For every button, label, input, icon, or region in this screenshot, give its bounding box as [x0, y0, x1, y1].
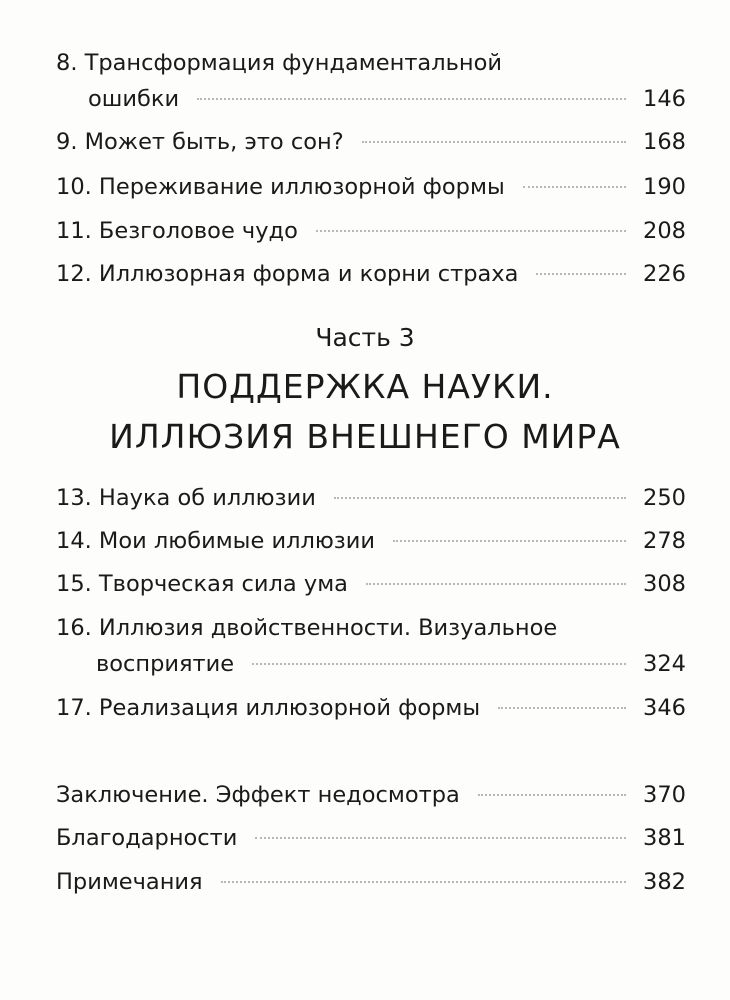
toc-entry-title: 11. Безголовое чудо [56, 218, 298, 244]
toc-entry-line [56, 646, 686, 682]
toc-entry-title: 13. Наука об иллюзии [56, 485, 316, 511]
toc-entry-9 [56, 124, 686, 160]
page-number: 324 [643, 651, 686, 677]
toc-entry-notes [56, 864, 686, 900]
toc-entry-17 [56, 690, 686, 726]
page-number: 346 [643, 695, 686, 721]
toc-entry-title: 17. Реализация иллюзорной формы [56, 695, 481, 721]
dot-leader [478, 793, 626, 796]
toc-entry-line [56, 523, 686, 559]
toc-entry-8 [56, 45, 686, 117]
page-number: 208 [643, 218, 686, 244]
toc-entry-title: Благодарности [56, 825, 238, 851]
toc-entry-line [56, 81, 686, 117]
part-title-line: ПОДДЕРЖКА НАУКИ. [176, 367, 554, 406]
toc-entry-line [56, 169, 686, 205]
page-number: 370 [643, 782, 686, 808]
dot-leader [366, 582, 626, 585]
toc-entry-14 [56, 523, 686, 559]
page-number: 382 [643, 869, 686, 895]
toc-entry-title: 12. Иллюзорная форма и корни страха [56, 261, 519, 287]
dot-leader [498, 706, 626, 709]
part-title [0, 362, 730, 462]
toc-entry-title: 15. Творческая сила ума [56, 571, 348, 597]
page-number: 190 [643, 174, 686, 200]
toc-entry-title: 8. Трансформация фундаментальной [56, 50, 502, 76]
page-number: 168 [643, 129, 686, 155]
toc-entry-title: 10. Переживание иллюзорной формы [56, 174, 505, 200]
toc-entry-title: Заключение. Эффект недосмотра [56, 782, 460, 808]
page-number: 381 [643, 825, 686, 851]
toc-entry-10 [56, 169, 686, 205]
dot-leader [255, 836, 626, 839]
toc-entry-line [56, 864, 686, 900]
toc-entry-line [56, 124, 686, 160]
page-number: 278 [643, 528, 686, 554]
page-number: 146 [643, 86, 686, 112]
toc-entry-line [56, 480, 686, 516]
toc-entry-title-continued: ошибки [88, 86, 180, 112]
dot-leader [334, 496, 626, 499]
part-label: Часть 3 [315, 323, 415, 352]
toc-entry-line [56, 566, 686, 602]
dot-leader [252, 662, 626, 665]
page-number: 226 [643, 261, 686, 287]
dot-leader [316, 229, 626, 232]
dot-leader [197, 97, 626, 100]
dot-leader [393, 539, 626, 542]
dot-leader [536, 272, 626, 275]
dot-leader [221, 880, 626, 883]
toc-entry-line [56, 610, 686, 646]
toc-entry-12 [56, 256, 686, 292]
toc-entry-title: 9. Может быть, это сон? [56, 129, 344, 155]
toc-entry-acknowledgements [56, 820, 686, 856]
toc-entry-title: 16. Иллюзия двойственности. Визуальное [56, 615, 558, 641]
toc-entry-title: 14. Мои любимые иллюзии [56, 528, 375, 554]
toc-entry-line [56, 256, 686, 292]
toc-entry-conclusion [56, 777, 686, 813]
dot-leader [362, 140, 626, 143]
toc-entry-16 [56, 610, 686, 682]
page-number: 308 [643, 571, 686, 597]
dot-leader [523, 185, 626, 188]
toc-entry-line [56, 213, 686, 249]
toc-entry-line [56, 690, 686, 726]
toc-entry-line [56, 820, 686, 856]
part-title-line: ИЛЛЮЗИЯ ВНЕШНЕГО МИРА [109, 417, 621, 456]
page-number: 250 [643, 485, 686, 511]
toc-entry-title: Примечания [56, 869, 203, 895]
toc-entry-line [56, 777, 686, 813]
toc-entry-title-continued: восприятие [96, 651, 235, 677]
toc-entry-15 [56, 566, 686, 602]
toc-entry-13 [56, 480, 686, 516]
toc-entry-line [56, 45, 686, 81]
toc-entry-11 [56, 213, 686, 249]
